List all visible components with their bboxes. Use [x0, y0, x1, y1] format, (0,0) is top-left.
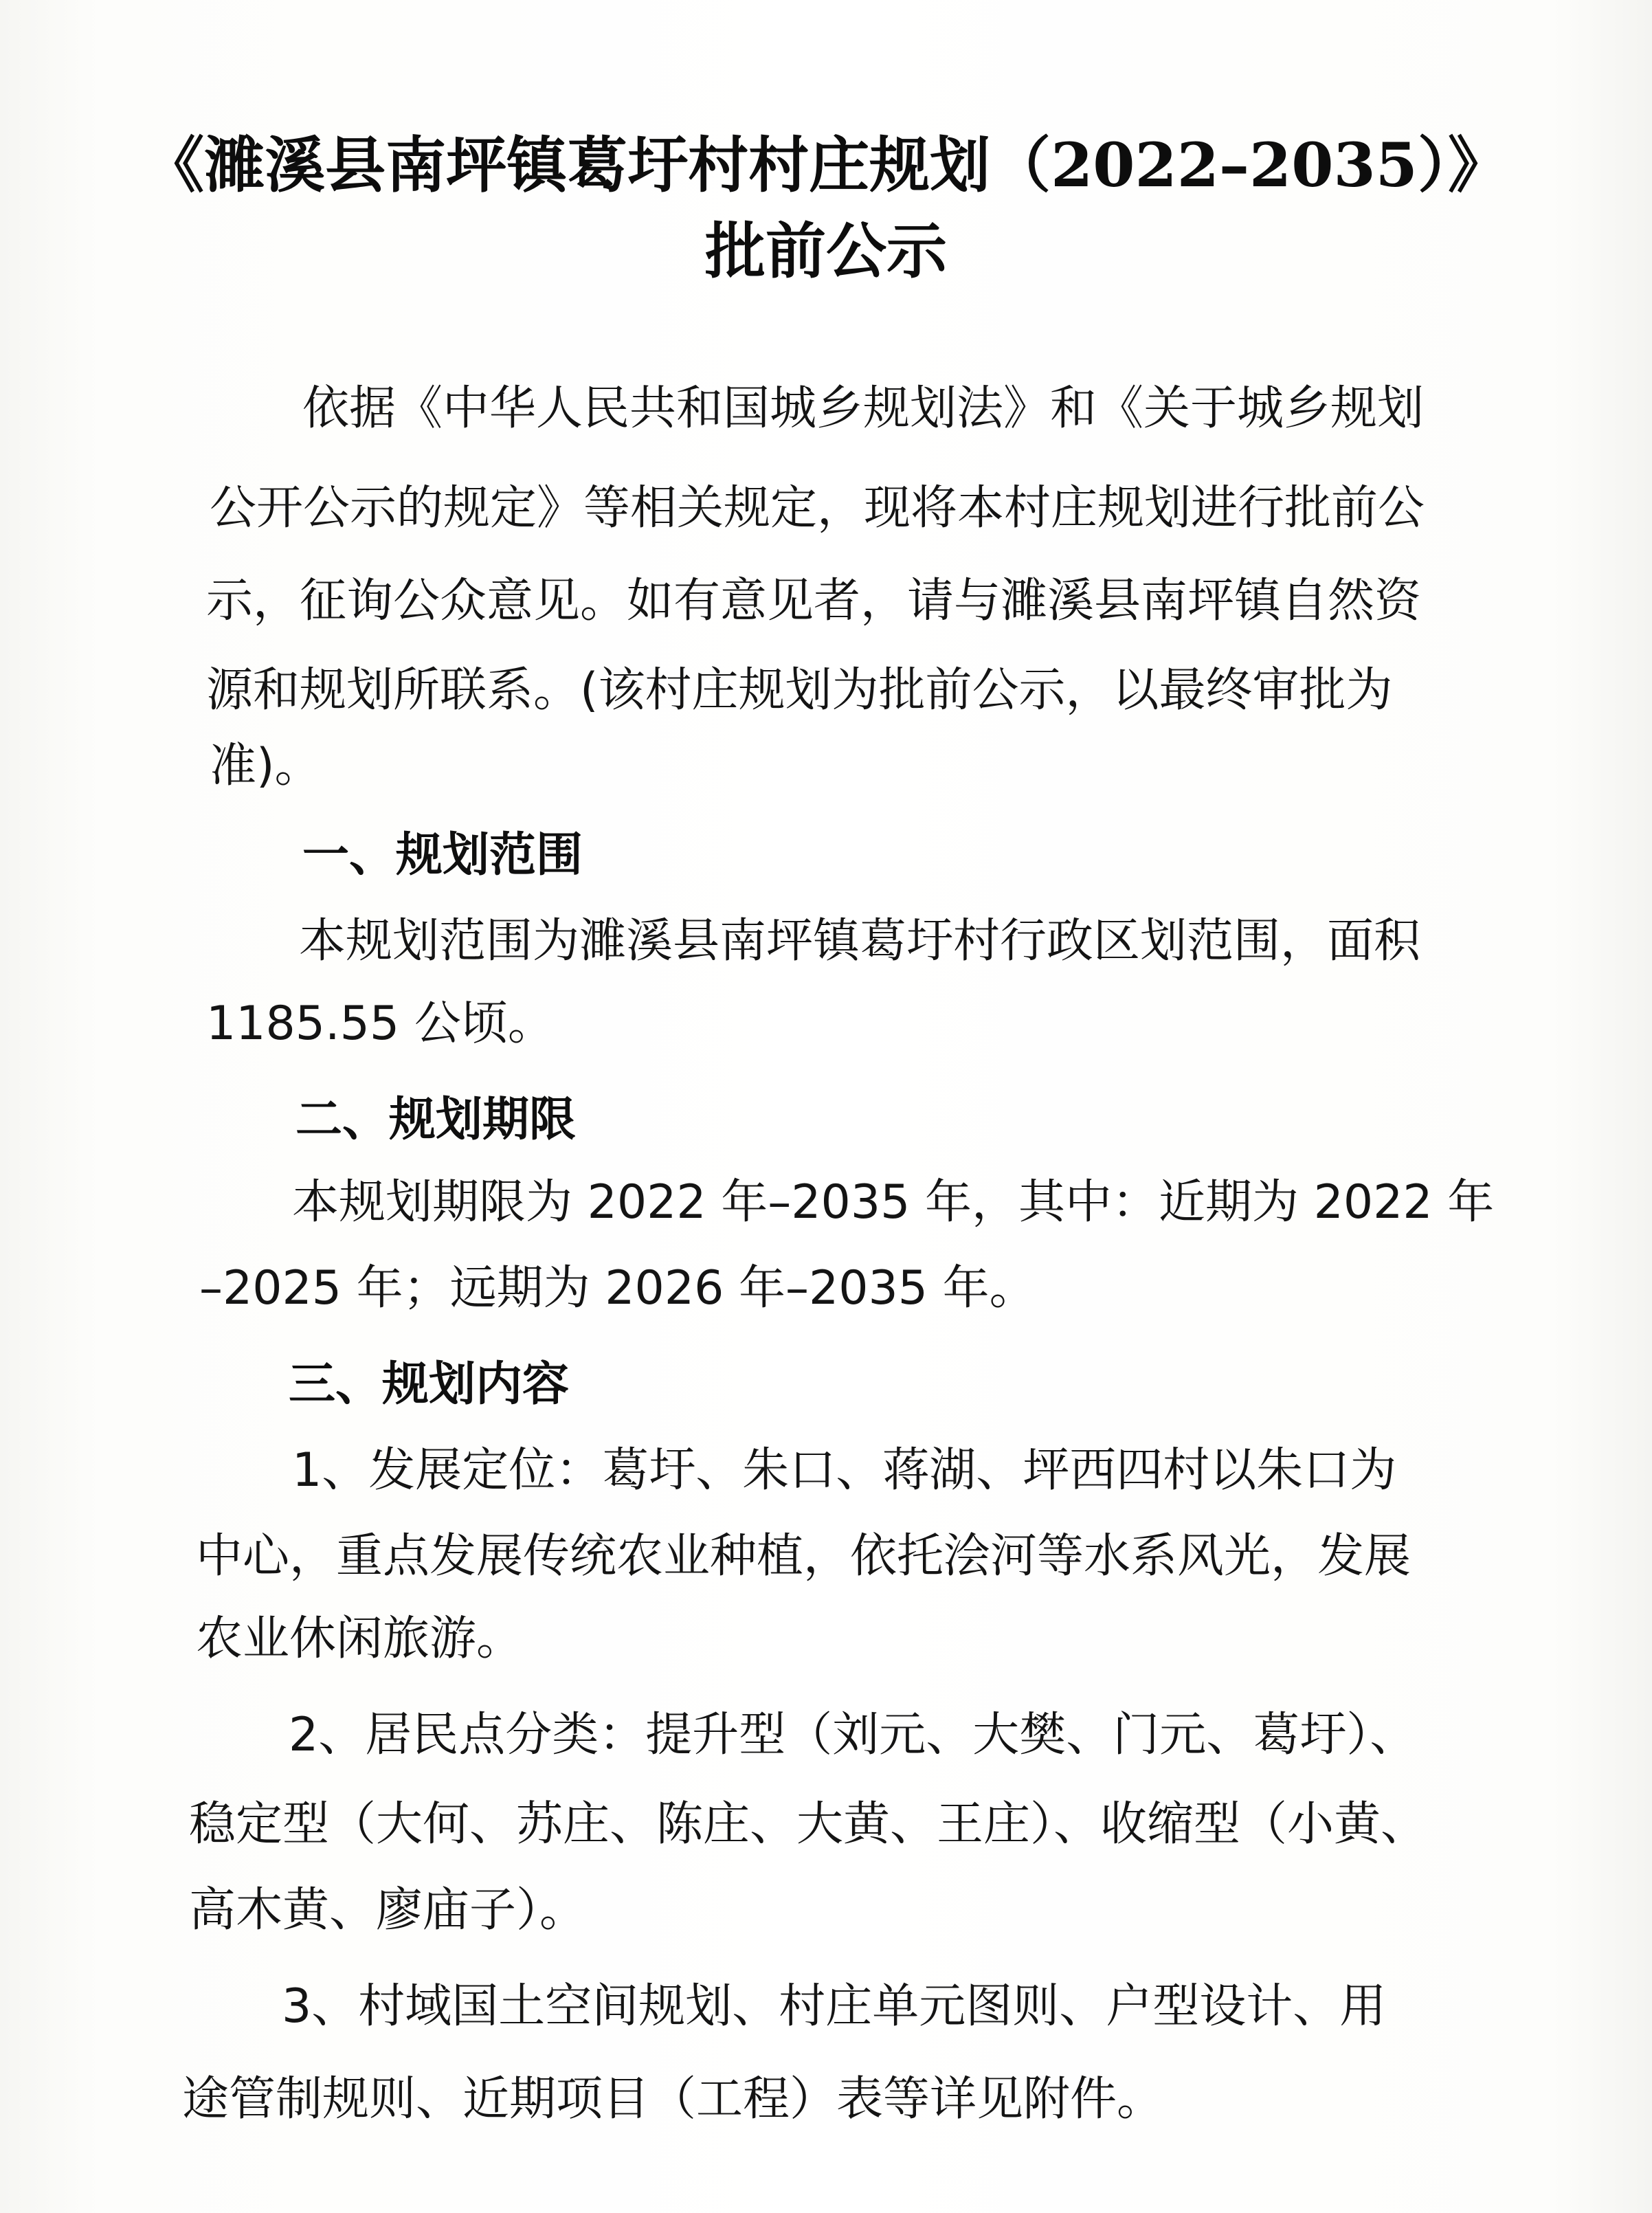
content-item2-line-1: 2、居民点分类：提升型（刘元、大樊、门元、葛圩）、 — [289, 1708, 1417, 1762]
document-title: 《濉溪县南坪镇葛圩村村庄规划（2022–2035）》 — [144, 129, 1508, 201]
intro-line-1: 依据《中华人民共和国城乡规划法》和《关于城乡规划 — [302, 381, 1425, 436]
section-heading-period: 二、规划期限 — [295, 1093, 577, 1147]
intro-line-4: 源和规划所联系。(该村庄规划为批前公示，以最终审批为 — [206, 663, 1393, 718]
intro-line-3: 示，征询公众意见。如有意见者，请与濉溪县南坪镇自然资 — [206, 574, 1422, 628]
scope-line-1: 本规划范围为濉溪县南坪镇葛圩村行政区划范围，面积 — [299, 914, 1421, 968]
content-item3-line-1: 3、村域国土空间规划、村庄单元图则、户型设计、用 — [282, 1979, 1387, 2034]
content-item2-line-3: 高木黄、廖庙子）。 — [189, 1883, 587, 1937]
scope-line-2: 1185.55 公顷。 — [206, 997, 555, 1051]
content-item3-line-2: 途管制规则、近期项目（工程）表等详见附件。 — [182, 2072, 1164, 2126]
intro-line-5: 准)。 — [210, 739, 322, 793]
period-line-2: –2025 年；远期为 2026 年–2035 年。 — [199, 1261, 1036, 1315]
section-heading-content: 三、规划内容 — [289, 1357, 570, 1412]
content-item1-line-3: 农业休闲旅游。 — [196, 1612, 524, 1666]
content-item1-line-1: 1、发展定位：葛圩、朱口、蒋湖、坪西四村以朱口为 — [292, 1443, 1397, 1498]
content-item1-line-2: 中心，重点发展传统农业种植，依托浍河等水系风光，发展 — [196, 1529, 1411, 1583]
period-line-1: 本规划期限为 2022 年–2035 年，其中：近期为 2022 年 — [292, 1175, 1495, 1230]
content-item2-line-2: 稳定型（大何、苏庄、陈庄、大黄、王庄）、收缩型（小黄、 — [189, 1797, 1428, 1851]
intro-line-2: 公开公示的规定》等相关规定，现将本村庄规划进行批前公 — [210, 481, 1425, 535]
document-subtitle: 批前公示 — [704, 215, 947, 287]
section-heading-scope: 一、规划范围 — [302, 828, 583, 882]
